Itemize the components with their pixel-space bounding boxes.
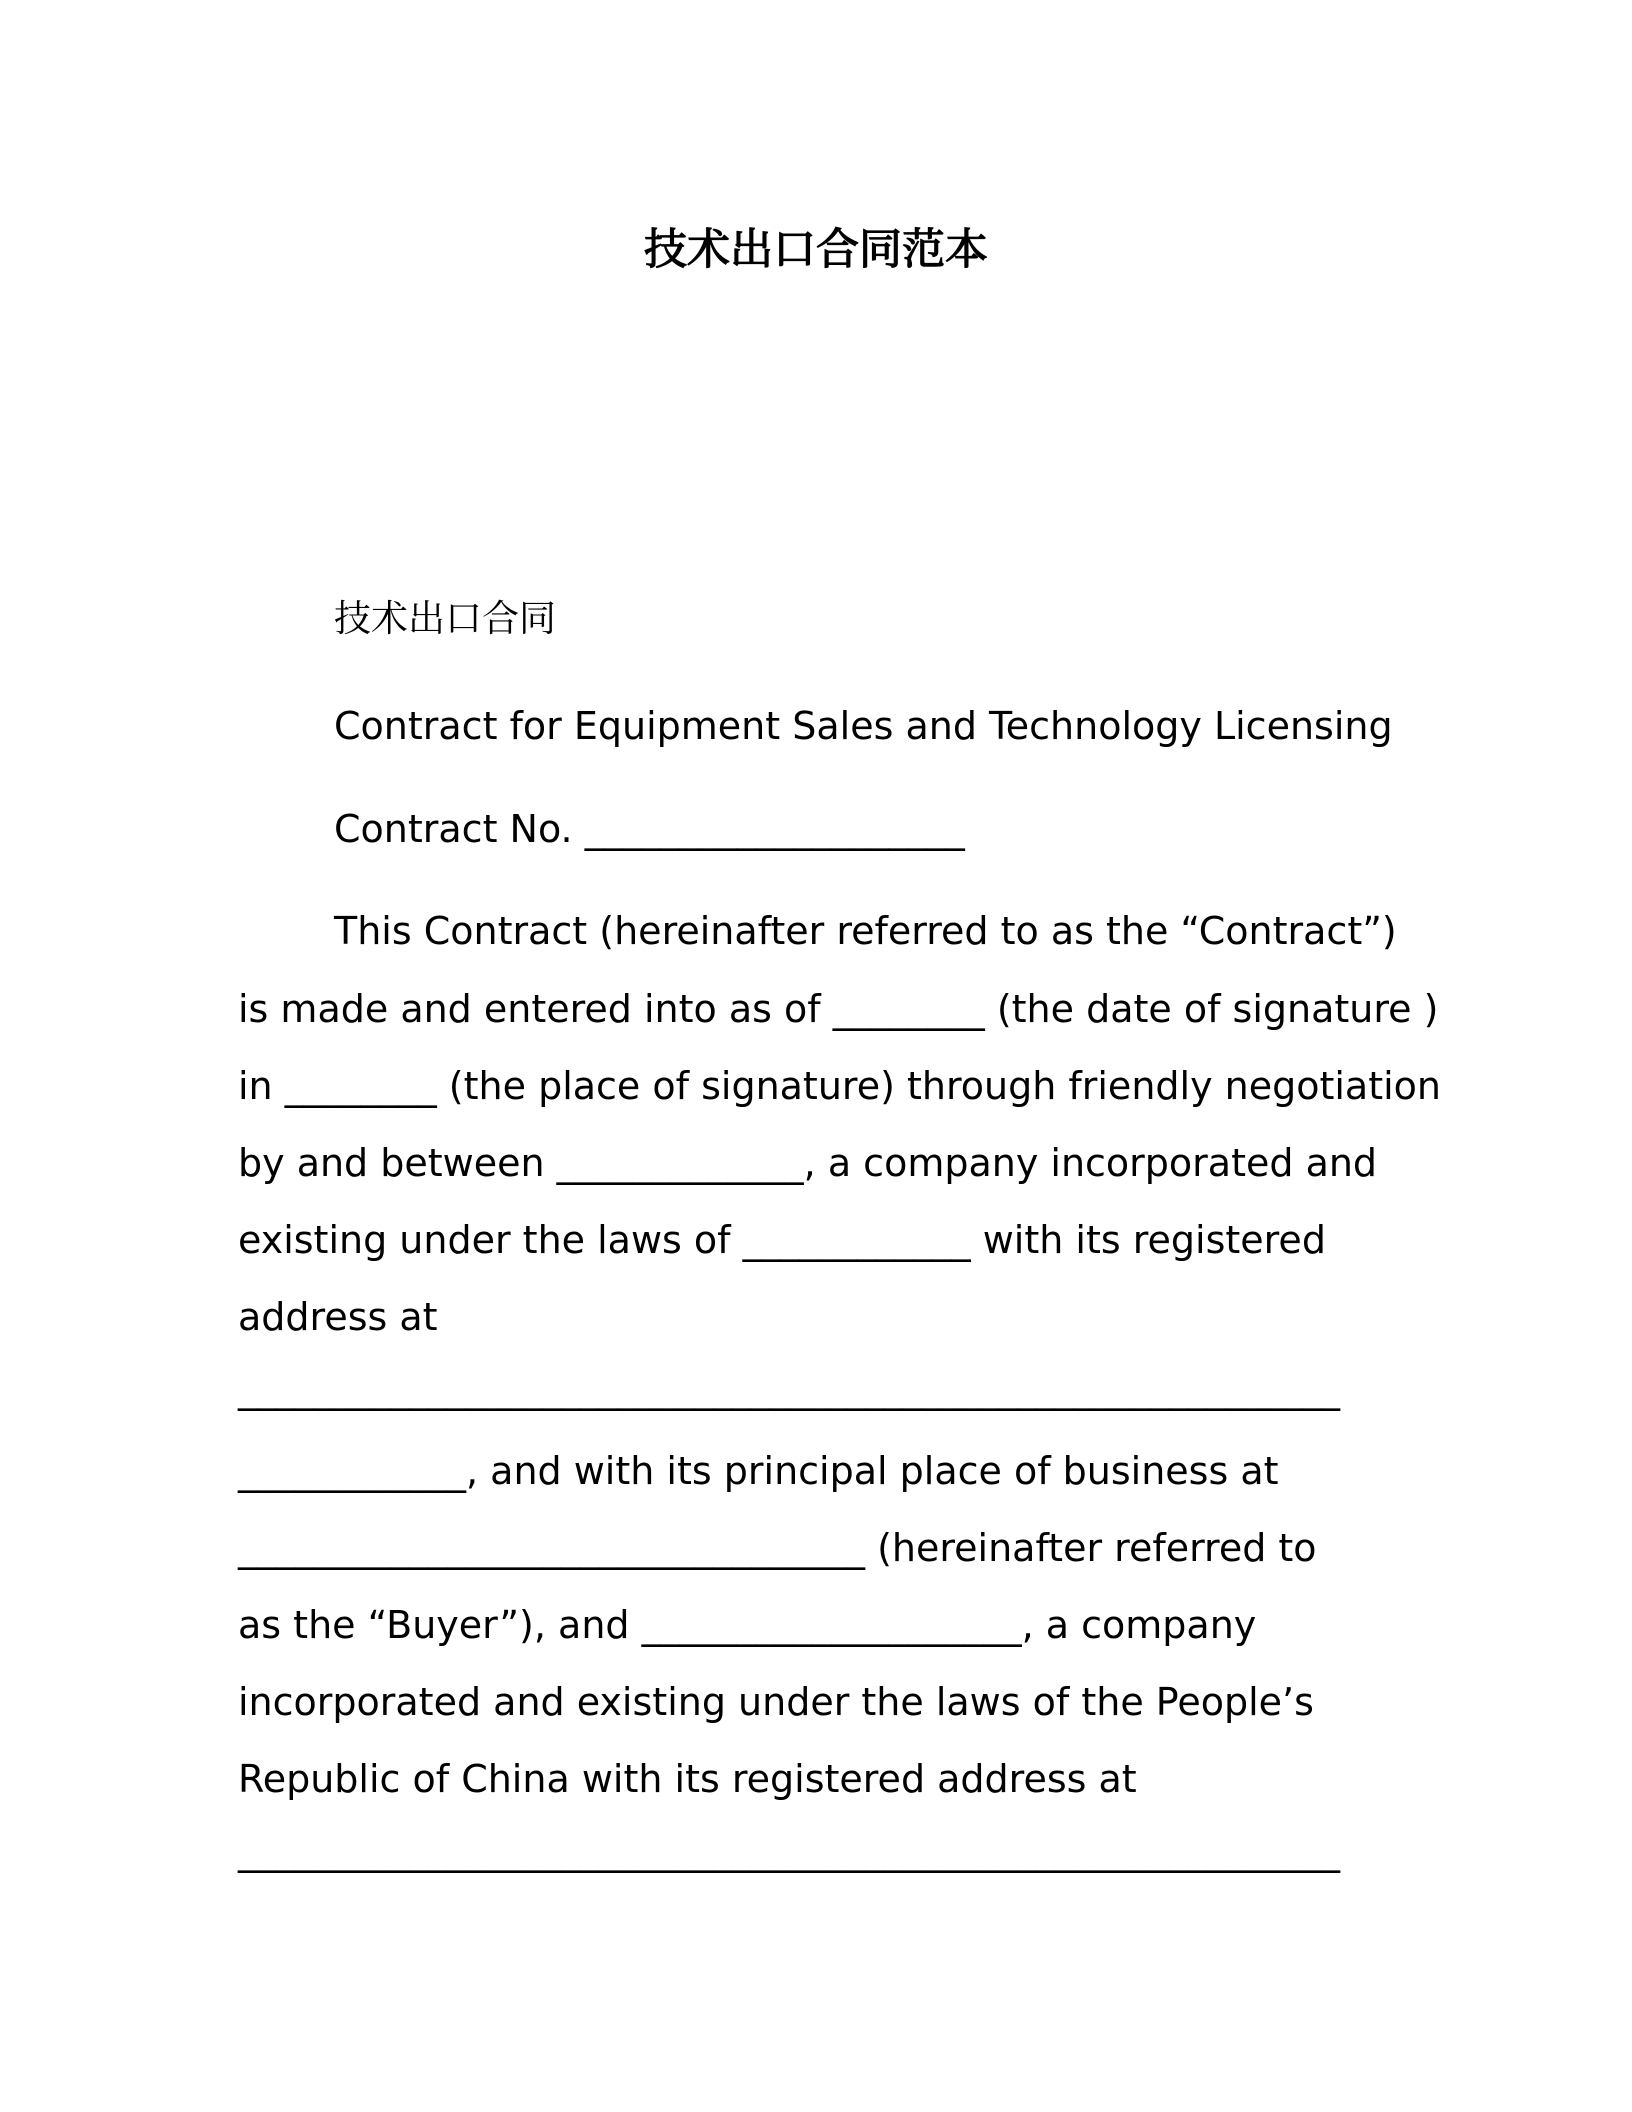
paragraph-line: _________________________________ (hereinafter referred to xyxy=(238,1526,1317,1570)
paragraph-line: in ________ (the place of signature) through friendly negotiation xyxy=(238,1064,1442,1108)
paragraph-line: address at xyxy=(238,1295,438,1339)
paragraph-line: ____________, and with its principal place of business at xyxy=(238,1449,1279,1493)
blank-line: __________________________________________________________ xyxy=(238,1367,1340,1411)
paragraph-line: incorporated and existing under the laws of the People’s xyxy=(238,1680,1314,1724)
contract-number-line: Contract No. ____________________ xyxy=(334,807,965,851)
contract-heading-english: Contract for Equipment Sales and Technology Licensing xyxy=(334,704,1393,748)
paragraph-line: existing under the laws of ____________ with its registered xyxy=(238,1218,1326,1262)
paragraph-line: by and between _____________, a company incorporated and xyxy=(238,1141,1378,1185)
paragraph-line: This Contract (hereinafter referred to as the “Contract”) xyxy=(334,909,1397,953)
paragraph-line: is made and entered into as of ________ (the date of signature ) xyxy=(238,987,1439,1031)
paragraph-line: as the “Buyer”), and ____________________, a company xyxy=(238,1603,1257,1647)
paragraph-line: Republic of China with its registered address at xyxy=(238,1757,1137,1801)
document-title: 技术出口合同范本 xyxy=(644,225,988,275)
contract-heading-chinese: 技术出口合同 xyxy=(334,597,556,640)
blank-line: __________________________________________________________ xyxy=(238,1829,1340,1873)
